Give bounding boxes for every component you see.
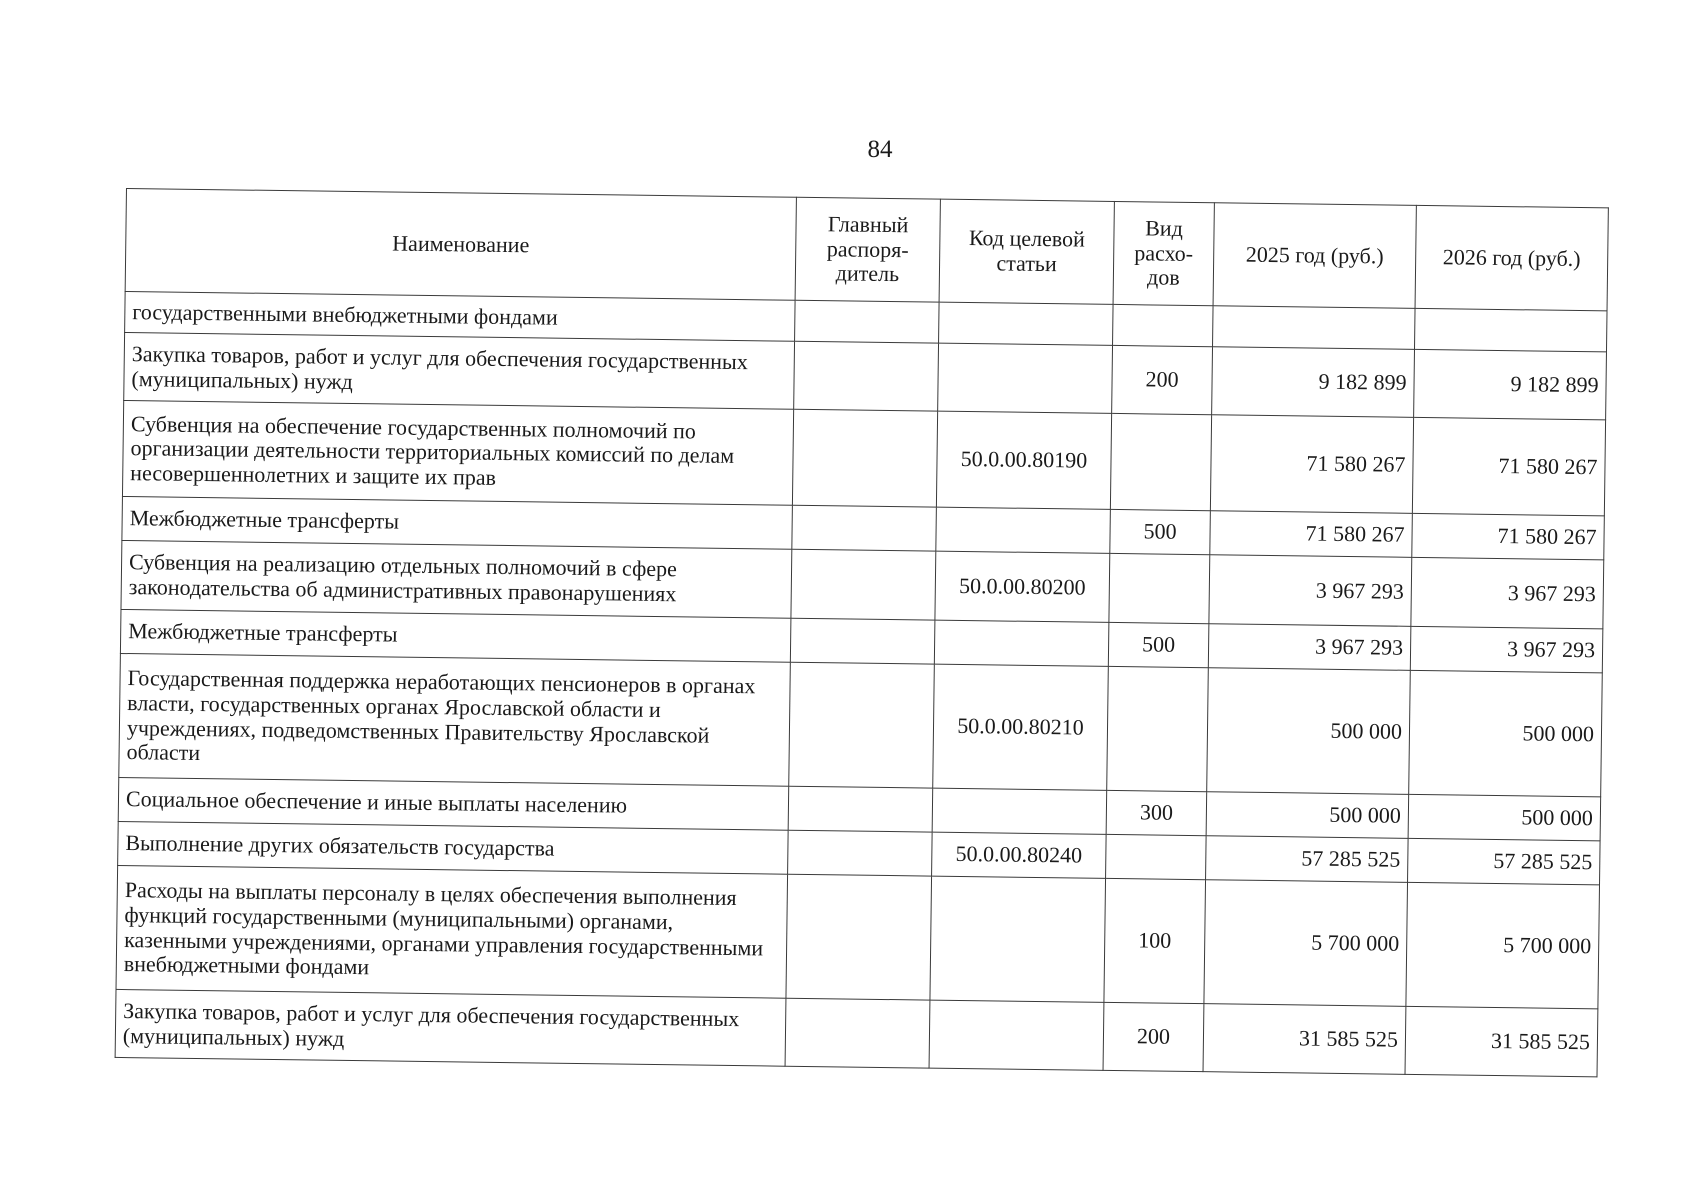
cell-2025: 3 967 293 <box>1208 624 1411 671</box>
cell-code: 50.0.00.80190 <box>936 411 1111 509</box>
cell-2026: 500 000 <box>1408 794 1601 841</box>
cell-2025: 57 285 525 <box>1206 836 1409 883</box>
table-row <box>119 653 1602 796</box>
cell-2025: 9 182 899 <box>1212 347 1415 418</box>
cell-2025: 5 700 000 <box>1204 880 1408 1007</box>
cell-type <box>1109 553 1210 623</box>
cell-name: государственными внебюджетными фондами <box>125 291 795 341</box>
cell-type: 100 <box>1104 878 1206 1003</box>
cell-2025 <box>1213 306 1416 350</box>
budget-table-container <box>115 188 1608 1077</box>
cell-code <box>939 302 1114 345</box>
header-year-2025: 2025 год (руб.) <box>1213 203 1416 309</box>
cell-2026: 3 967 293 <box>1411 557 1604 629</box>
cell-code <box>929 1000 1104 1070</box>
cell-code <box>932 788 1107 834</box>
cell-type: 500 <box>1108 622 1209 667</box>
cell-chief <box>785 998 930 1068</box>
cell-name: Межбюджетные трансферты <box>120 609 791 662</box>
cell-2026: 57 285 525 <box>1408 838 1601 885</box>
header-expense-type: Вид расхо-дов <box>1113 201 1214 305</box>
cell-type: 300 <box>1106 790 1207 835</box>
cell-name: Выполнение других обязательств государства <box>118 821 789 874</box>
cell-name: Закупка товаров, работ и услуг для обеспечения государственных (муниципальных) нужд <box>115 989 786 1066</box>
cell-chief <box>790 618 935 664</box>
cell-name: Межбюджетные трансферты <box>122 496 793 549</box>
table-row <box>116 865 1599 1008</box>
header-target-code: Код целевой статьи <box>939 199 1114 304</box>
cell-2026: 5 700 000 <box>1406 882 1600 1009</box>
cell-name: Закупка товаров, работ и услуг для обеспечения государственных (муниципальных) нужд <box>124 332 795 409</box>
cell-2026: 500 000 <box>1409 670 1603 797</box>
cell-code <box>938 343 1113 413</box>
cell-2026: 71 580 267 <box>1412 513 1605 560</box>
cell-2025: 3 967 293 <box>1209 555 1412 627</box>
cell-2026: 71 580 267 <box>1412 417 1605 516</box>
cell-code: 50.0.00.80240 <box>932 832 1107 878</box>
cell-code <box>934 620 1109 666</box>
cell-chief <box>794 341 939 411</box>
cell-2026: 3 967 293 <box>1410 626 1603 673</box>
cell-2025: 71 580 267 <box>1210 511 1413 558</box>
header-name: Наименование <box>125 189 796 301</box>
cell-chief <box>786 874 932 1000</box>
cell-2026 <box>1414 308 1607 352</box>
cell-chief <box>789 662 935 788</box>
cell-type: 500 <box>1110 509 1211 554</box>
budget-table <box>115 188 1609 1077</box>
cell-code: 50.0.00.80200 <box>935 551 1110 622</box>
cell-chief <box>792 505 937 551</box>
cell-chief <box>795 300 940 343</box>
cell-name: Субвенция на обеспечение государственных полномочий по организации деятельности территориальных комиссий по делам несовершеннолетних и защите их прав <box>122 400 793 505</box>
cell-2025: 31 585 525 <box>1203 1004 1406 1075</box>
cell-chief <box>792 409 937 507</box>
header-chief-administrator: Главный распоря-дитель <box>795 197 940 302</box>
cell-name: Государственная поддержка неработающих пенсионеров в органах власти, государственных органах Ярославской области и учреждениях, подведомственных Правительству Ярославской области <box>119 653 791 786</box>
cell-2026: 9 182 899 <box>1414 349 1607 420</box>
header-year-2026: 2026 год (руб.) <box>1415 205 1608 311</box>
cell-2025: 500 000 <box>1207 668 1411 795</box>
cell-type <box>1107 666 1209 791</box>
cell-type <box>1110 413 1211 510</box>
cell-2026: 31 585 525 <box>1405 1006 1598 1077</box>
cell-type <box>1106 834 1207 879</box>
cell-type <box>1113 304 1214 346</box>
cell-chief <box>791 549 936 620</box>
cell-code: 50.0.00.80210 <box>933 664 1109 790</box>
table-header-row <box>125 189 1608 311</box>
cell-code <box>930 876 1106 1002</box>
cell-chief <box>788 830 933 876</box>
cell-name: Социальное обеспечение и иные выплаты населению <box>118 777 789 830</box>
page-number: 84 <box>867 136 893 163</box>
cell-name: Расходы на выплаты персоналу в целях обеспечения выполнения функций государственными (муниципальными) органами, казенными учреждениями, органами управления государственными внебюджетными фондами <box>116 865 788 998</box>
cell-2025: 71 580 267 <box>1210 415 1413 514</box>
cell-2025: 500 000 <box>1206 792 1409 839</box>
cell-name: Субвенция на реализацию отдельных полномочий в сфере законодательства об административных правонарушениях <box>121 540 792 618</box>
cell-code <box>936 507 1111 553</box>
cell-chief <box>788 786 933 832</box>
cell-type: 200 <box>1112 345 1213 414</box>
cell-type: 200 <box>1103 1002 1204 1071</box>
